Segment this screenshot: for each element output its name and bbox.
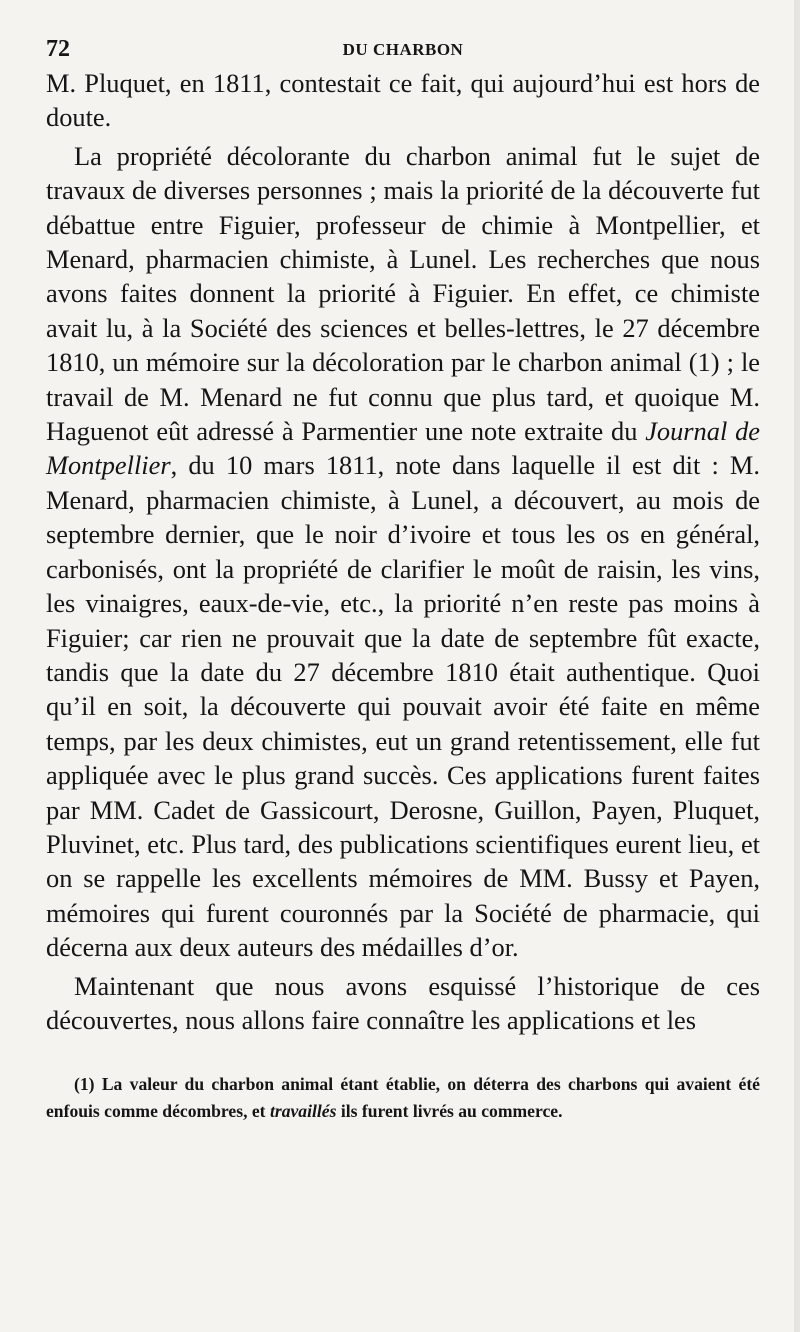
paragraph-3 <box>46 969 760 1038</box>
paragraph-3-text: Maintenant que nous avons esquissé l’historique de ces découvertes, nous allons faire connaître les applications et les <box>46 970 760 1035</box>
footnote-1-text-a: (1) La valeur du charbon animal étant établie, on déterra des charbons qui avaient été enfouis comme décombres, et <box>46 1074 760 1121</box>
footnote-1-text-b: ils furent livrés au commerce. <box>336 1100 563 1121</box>
page-number: 72 <box>46 36 70 62</box>
journal-title: Journal de Montpellier <box>46 416 760 481</box>
running-title: DU CHARBON <box>342 40 464 59</box>
footnotes <box>46 1071 760 1124</box>
paragraph-1 <box>46 66 760 135</box>
paragraph-1-text: M. Pluquet, en 1811, contestait ce fait, qui aujourd’hui est hors de doute. <box>46 68 760 133</box>
main-text <box>46 66 760 1037</box>
paragraph-2 <box>46 139 760 965</box>
footnote-1-emphasis: travaillés <box>269 1100 337 1121</box>
paragraph-2-text-a: La propriété décolorante du charbon animal fut le sujet de travaux de diverses personnes ; mais la priorité de la découverte fut débattue entre Figuier, professeur de chimie à Montpellier, et Menard, pharmacien chimiste, à Lunel. Les recherches que nous avons faites donnent la priorité à Figuier. En effet, ce chimiste avait lu, à la Société des sciences et belles-lettres, le 27 décembre 1810, un mémoire sur la décoloration par le charbon animal (1) ; le travail de M. Menard ne fut connu que plus tard, et quoique M. Haguenot eût adressé à Parmentier une note extraite du <box>46 140 760 447</box>
page-header <box>46 36 760 66</box>
footnote-1 <box>46 1071 760 1124</box>
paragraph-2-text-b: , du 10 mars 1811, note dans laquelle il est dit : M. Menard, pharmacien chimiste, à Lunel, a découvert, au mois de septembre dernier, que le noir d’ivoire et tous les os en général, carbonisés, ont la propriété de clarifier le moût de raisin, les vins, les vinaigres, eaux-de-vie, etc., la priorité n’en reste pas moins à Figuier; car rien ne prouvait que la date de septembre fût exacte, tandis que la date du 27 décembre 1810 était authentique. Quoi qu’il en soit, la découverte qui pouvait avoir été faite en même temps, par les deux chimistes, eut un grand retentissement, elle fut appliquée avec le plus grand succès. Ces applications furent faites par MM. Cadet de Gassicourt, Derosne, Guillon, Payen, Pluquet, Pluvinet, etc. Plus tard, des publications scientifiques eurent lieu, et on se rappelle les excellents mémoires de MM. Bussy et Payen, mémoires qui furent couronnés par la Société de pharmacie, qui décerna aux deux auteurs des médailles d’or. <box>46 450 760 963</box>
